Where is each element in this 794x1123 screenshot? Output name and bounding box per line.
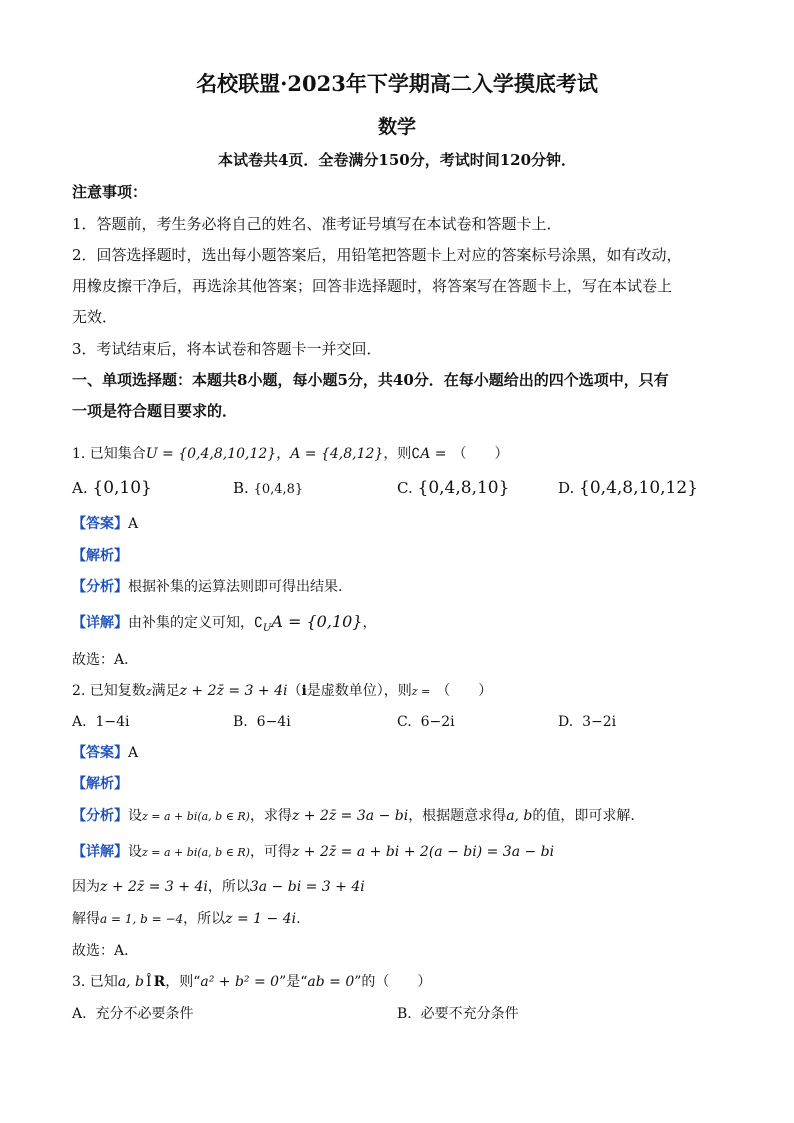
q1-option-d-label: D.: [558, 479, 575, 497]
q2-equation: z + 2z̄ = 3 + 4i: [179, 683, 288, 699]
q3-stem-a: 3. 已知: [72, 974, 118, 990]
q2-detail-eq: z + 2z̄ = a + bi + 2(a − bi) = 3a − bi: [291, 844, 555, 860]
q2-analysis-label: [72, 774, 128, 794]
q1-complement-symbol: ∁: [411, 446, 421, 462]
answer-label: 【答案】: [72, 516, 128, 532]
q2-option-b-value: 6−4i: [256, 714, 291, 730]
q2-because-eq: z + 2z̄ = 3 + 4i: [100, 879, 208, 895]
q1-set-A: A = {4,8,12}: [290, 446, 384, 462]
q2-solve: [72, 909, 301, 929]
q2-option-c-label: C.: [397, 714, 412, 730]
q2-fenxi-d: 的值，即可求解.: [532, 808, 635, 824]
q2-option-a-label: A.: [72, 714, 87, 730]
q3-option-a: [72, 1004, 193, 1024]
q2-imag-unit: i: [301, 683, 307, 699]
q2-detail: [72, 842, 554, 863]
q2-stem-a: 2. 已知复数: [72, 683, 146, 699]
q1-option-c-label: C.: [397, 479, 413, 497]
q2-stem-c: （: [287, 683, 302, 699]
q1-paren: （ ）: [452, 446, 509, 462]
q1-detail-result: A = {0,10}: [271, 612, 363, 631]
fenxi-label: 【分析】: [72, 579, 128, 595]
q2-fenxi-set: z = a + bi(a, b ∈ R): [142, 810, 250, 823]
q3-in-symbol: Î: [146, 974, 152, 990]
q2-because: [72, 877, 365, 897]
q2-paren: （ ）: [436, 683, 493, 699]
q1-detail-text: 由补集的定义可知，: [128, 615, 254, 631]
q1-A-eq: A =: [420, 446, 447, 462]
q3-option-b: [397, 1004, 519, 1024]
q2-detail-b: ，可得: [249, 844, 292, 860]
q1-option-a-value: {0,10}: [92, 478, 152, 498]
q1-option-c-value: {0,4,8,10}: [417, 478, 510, 498]
analysis-label: 【解析】: [72, 548, 128, 564]
q1-conclusion: 故选：A．: [72, 652, 139, 668]
q1-fenxi: [72, 577, 342, 597]
q1-detail-complement: ∁: [254, 615, 263, 631]
q1-detail-sub: U: [262, 622, 272, 634]
exam-info: 本试卷共4页．全卷满分150分，考试时间120分钟．: [217, 151, 577, 169]
q1-fenxi-text: 根据补集的运算法则即可得出结果.: [128, 579, 343, 595]
answer-label: 【答案】: [72, 745, 128, 761]
q3-option-b-label: B.: [397, 1006, 412, 1022]
q3-condition-1: a² + b² = 0: [200, 974, 280, 990]
q3-stem-c: ”是“: [279, 974, 308, 990]
q2-option-d-label: D.: [558, 714, 574, 730]
q3-stem-d: ”的（ ）: [354, 974, 432, 990]
exam-title: 名校联盟·2023年下学期高二入学摸底考试: [196, 71, 598, 96]
q2-because-eq2: 3a − bi = 3 + 4i: [249, 879, 365, 895]
q2-fenxi-a: 设: [128, 808, 142, 824]
q2-option-d-value: 3−2i: [582, 714, 617, 730]
q2-solve-b: ，所以: [183, 911, 226, 927]
notice-heading: 注意事项：: [72, 183, 148, 201]
xiangjie-label: 【详解】: [72, 844, 128, 860]
q1-option-a: [72, 478, 152, 498]
q1-option-b: [233, 478, 303, 500]
q2-z-eq: z =: [411, 685, 431, 698]
q3-option-a-label: A.: [72, 1006, 87, 1022]
notice-item-3: 3．考试结束后，将本试卷和答题卡一并交回．: [72, 340, 382, 358]
q2-stem-d: 是虚数单位），则: [306, 683, 412, 699]
q1-set-U: U = {0,4,8,10,12}: [145, 446, 277, 462]
q2-fenxi-eq: z + 2z̄ = 3a − bi: [291, 808, 409, 824]
q2-answer-value: A: [128, 745, 139, 761]
q2-solve-a: 解得: [72, 911, 100, 927]
q2-solve-eq: a = 1, b = −4: [100, 912, 184, 926]
q2-stem: [72, 681, 492, 702]
notice-item-1: 1．答题前，考生务必将自己的姓名、准考证号填写在本试卷和答题卡上．: [72, 215, 562, 233]
q2-option-c-value: 6−2i: [420, 714, 455, 730]
notice-item-2-line2: 用橡皮擦干净后，再选涂其他答案；回答非选择题时，将答案写在答题卡上，写在本试卷上: [72, 277, 673, 295]
section-1-line1: 一、单项选择题：本题共8小题，每小题5分，共40分．在每小题给出的四个选项中，只有: [72, 371, 669, 389]
q2-because-b: ，所以: [207, 879, 250, 895]
q1-answer: [72, 514, 138, 534]
q1-answer-value: A: [128, 516, 139, 532]
q1-option-d: [558, 478, 698, 498]
q2-option-a-value: 1−4i: [95, 714, 130, 730]
q2-option-a: [72, 712, 130, 732]
q3-option-b-value: 必要不充分条件: [420, 1006, 519, 1022]
q1-detail-comma: ，: [362, 615, 377, 631]
q3-stem: [72, 972, 431, 992]
q1-option-d-value: {0,4,8,10,12}: [579, 478, 699, 498]
q2-option-d: [558, 712, 616, 732]
q2-option-c: [397, 712, 455, 732]
q3-var-ab: a, b: [117, 974, 145, 990]
q1-analysis-label: [72, 546, 128, 566]
q2-answer: [72, 743, 138, 763]
q2-detail-set: z = a + bi(a, b ∈ R): [142, 846, 250, 859]
q1-option-a-label: A.: [72, 479, 88, 497]
q1-detail: [72, 612, 376, 639]
q2-solve-c: .: [296, 911, 301, 927]
section-1-line2: 一项是符合题目要求的．: [72, 402, 238, 420]
q1-option-b-value: {0,4,8}: [253, 482, 304, 497]
subject-title: 数学: [377, 116, 416, 138]
q3-option-a-value: 充分不必要条件: [95, 1006, 194, 1022]
q1-option-c: [397, 478, 509, 498]
q1-option-b-label: B.: [233, 479, 249, 497]
q2-fenxi: [72, 806, 635, 827]
q3-set-R: R: [153, 974, 166, 990]
q2-option-b-label: B.: [233, 714, 248, 730]
q1-comma: ，: [276, 446, 291, 462]
q2-option-b: [233, 712, 291, 732]
q1-stem-a: 1. 已知集合: [72, 446, 146, 462]
q2-solve-eq2: z = 1 − 4i: [225, 911, 297, 927]
q3-stem-b: ，则“: [165, 974, 201, 990]
q2-because-a: 因为: [72, 879, 100, 895]
q2-var-z: z: [145, 685, 152, 698]
notice-item-2-line3: 无效．: [72, 308, 118, 326]
q2-conclusion: 故选：A．: [72, 943, 139, 959]
q1-stem-b: ，则: [383, 446, 412, 462]
q2-fenxi-ab: a, b: [506, 808, 533, 824]
analysis-label: 【解析】: [72, 776, 128, 792]
q2-fenxi-b: ，求得: [249, 808, 292, 824]
q2-stem-b: 满足: [151, 683, 180, 699]
q1-stem: [72, 444, 509, 464]
notice-item-2-line1: 2．回答选择题时，选出每小题答案后，用铅笔把答题卡上对应的答案标号涂黑，如有改动，: [72, 246, 682, 264]
xiangjie-label: 【详解】: [72, 615, 128, 631]
q2-fenxi-c: ，根据题意求得: [408, 808, 507, 824]
q3-condition-2: ab = 0: [307, 974, 355, 990]
fenxi-label: 【分析】: [72, 808, 128, 824]
q2-detail-a: 设: [128, 844, 142, 860]
